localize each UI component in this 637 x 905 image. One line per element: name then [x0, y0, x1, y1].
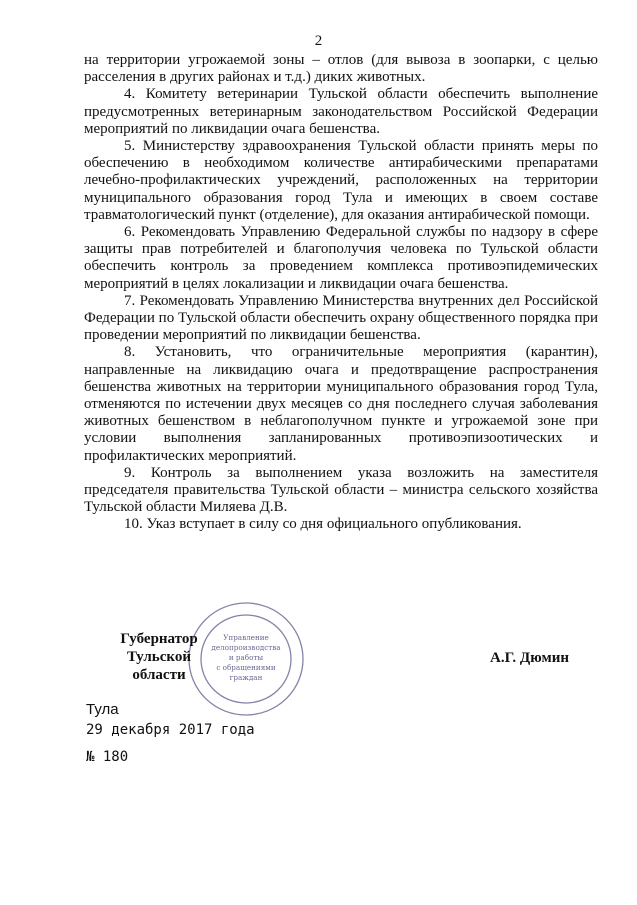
- paragraph-10: 10. Указ вступает в силу со дня официального опубликования.: [124, 516, 522, 533]
- stamp-line-1: Управление: [223, 633, 269, 642]
- document-number: № 180: [86, 749, 129, 765]
- document-date: 29 декабря 2017 года: [86, 722, 255, 738]
- paragraph-4: 4. Комитету ветеринарии Тульской области обеспечить выполнение предусмотренных ветеринарным законодательством Российской Федерации мероприятий по ликвидации очага бешенства.: [84, 86, 598, 137]
- signatory-title: [104, 630, 214, 684]
- signature-block: [0, 630, 637, 690]
- signatory-title-line-2: Тульской области: [127, 649, 191, 683]
- paragraph-7: 7. Рекомендовать Управлению Министерства внутренних дел Российской Федерации по Тульской области обеспечить охрану общественного порядка при проведении мероприятий по ликвидации бешенства.: [84, 292, 598, 344]
- stamp-line-3: и работы: [228, 653, 264, 662]
- page-number: 2: [314, 33, 323, 49]
- stamp-line-5: граждан: [229, 673, 263, 682]
- stamp-line-4: с обращениями: [216, 663, 276, 672]
- place-of-issue: Тула: [86, 701, 119, 718]
- paragraph-5: 5. Министерству здравоохранения Тульской области принять меры по обеспечению в необходимом количестве антирабическими препаратами лечебно-профилактических учреждений, расположенных на территории муниципального образования город Тула и имеющих в своем составе травматологический пункт (отделение), для оказания антирабической помощи.: [84, 138, 598, 223]
- stamp-line-2: делопроизводства: [211, 643, 281, 652]
- document-body: [84, 52, 598, 534]
- paragraph-8: 8. Установить, что ограничительные мероприятия (карантин), направленные на ликвидацию очага и предотвращение распространения бешенства животных на территории муниципального образования город Тула, отменяются по истечении двух месяцев со дня последнего случая заболевания животных бешенством в неблагополучном пункте и угрожаемой зоне при условии выполнения запланированных противоэпизоотических и профилактических мероприятий.: [84, 344, 598, 464]
- signatory-title-line-1: Губернатор: [120, 631, 198, 647]
- paragraph-9: 9. Контроль за выполнением указа возложить на заместителя председателя правительства Тульской области – министра сельского хозяйства Тульской области Миляева Д.В.: [84, 464, 598, 516]
- signatory-name: А.Г. Дюмин: [490, 650, 570, 666]
- paragraph-0: на территории угрожаемой зоны – отлов (для вывоза в зоопарки, с целью расселения в других районах и т.д.) диких животных.: [84, 52, 598, 86]
- paragraph-6: 6. Рекомендовать Управлению Федеральной службы по надзору в сфере защиты прав потребителей и благополучия человека по Тульской области обеспечить контроль за проведением комплекса противоэпидемических мероприятий в целях локализации и ликвидации очага бешенства.: [84, 224, 598, 292]
